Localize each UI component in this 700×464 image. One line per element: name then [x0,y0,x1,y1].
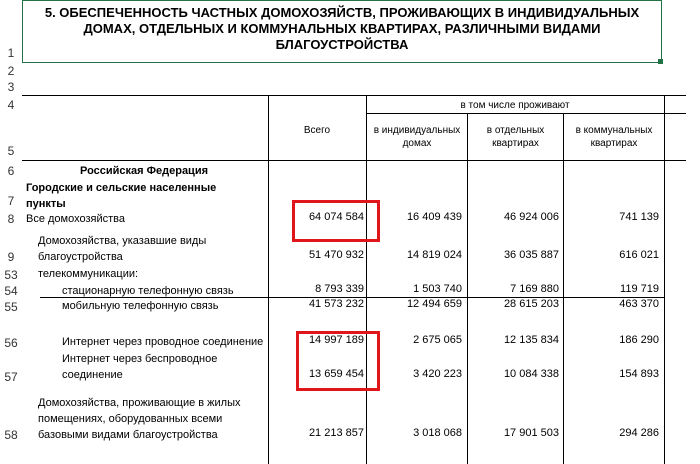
cell-total[interactable]: 21 213 857 [308,427,364,439]
row-header[interactable]: 55 [0,300,22,314]
row-label: Домохозяйства, проживающие в жилых помещениях, оборудованных всеми базовыми видами благоустройства [38,397,241,441]
row-header[interactable]: 4 [0,98,22,112]
row-header[interactable]: 58 [0,428,22,442]
cell-individual[interactable]: 16 409 439 [406,211,462,223]
cell-separate[interactable]: 28 615 203 [503,298,559,310]
cell-separate[interactable]: 17 901 503 [503,427,559,439]
selection-handle[interactable] [658,59,663,64]
row-label: телекоммуникации: [38,268,139,280]
header-total: Всего [303,125,331,136]
cell-separate[interactable]: 36 035 887 [503,249,559,261]
row-header[interactable]: 56 [0,336,22,350]
table-top-border [22,95,686,96]
header-communal-apartments: в коммунальных квартирах [575,125,653,149]
section-title: Российская Федерация [80,165,208,177]
cell-total[interactable]: 13 659 454 [308,368,364,380]
row-label: Интернет через беспроводное соединение [62,353,218,381]
cell-individual[interactable]: 3 420 223 [413,368,462,380]
cell-total[interactable]: 41 573 232 [308,298,364,310]
row-header[interactable]: 7 [0,194,22,208]
highlight-box [292,200,380,242]
cell-total[interactable]: 8 793 339 [315,283,364,295]
row-header[interactable]: 6 [0,164,22,178]
row-header[interactable]: 2 [0,64,22,78]
header-group: в том числе проживают [460,100,570,111]
cell-individual[interactable]: 1 503 740 [413,283,462,295]
column-divider [268,95,269,464]
cell-communal[interactable]: 741 139 [619,211,659,223]
header-divider [366,113,686,114]
cell-communal[interactable]: 154 893 [619,368,659,380]
cell-communal[interactable]: 463 370 [619,298,659,310]
cell-individual[interactable]: 14 819 024 [406,249,462,261]
subsection-title: Городские и сельские населенные пункты [26,182,217,210]
cell-separate[interactable]: 10 084 338 [503,368,559,380]
cell-total[interactable]: 14 997 189 [308,334,364,346]
column-divider [563,113,564,464]
cell-individual[interactable]: 2 675 065 [413,334,462,346]
cell-separate[interactable]: 7 169 880 [510,283,559,295]
header-separate-apartments: в отдельных квартирах [486,125,545,149]
row-label: Домохозяйства, указавшие виды благоустройства [38,235,207,263]
row-header[interactable]: 9 [0,250,22,264]
row-header[interactable]: 3 [0,80,22,94]
cell-individual[interactable]: 3 018 068 [413,427,462,439]
cell-communal[interactable]: 186 290 [619,334,659,346]
cell-communal[interactable]: 119 719 [620,283,659,295]
cell-separate[interactable]: 46 924 006 [503,211,559,223]
column-divider [366,95,367,464]
row-label: стационарную телефонную связь [62,285,234,297]
row-header[interactable]: 57 [0,370,22,384]
row-header[interactable]: 8 [0,212,22,226]
cell-total[interactable]: 64 074 584 [308,211,364,223]
row-header[interactable]: 54 [0,284,22,298]
header-bottom-border [22,160,686,161]
row-header[interactable]: 1 [0,46,22,60]
cell-individual[interactable]: 12 494 659 [406,298,462,310]
table-title[interactable]: 5. ОБЕСПЕЧЕННОСТЬ ЧАСТНЫХ ДОМОХОЗЯЙСТВ, ПРОЖИВАЮЩИХ В ИНДИВИДУАЛЬНЫХ ДОМАХ, ОТДЕЛЬНЫХ И КОММУНАЛЬНЫХ КВАРТИРАХ, РАЗЛИЧНЫМИ ВИДАМИ БЛАГОУСТРОЙСТВА [22,0,662,63]
row-label: Интернет через проводное соединение [62,336,264,348]
cell-total[interactable]: 51 470 932 [308,249,364,261]
row-header[interactable]: 53 [0,268,22,282]
cell-communal[interactable]: 616 021 [619,249,659,261]
header-individual-houses: в индивидуальных домах [373,125,461,149]
row-header[interactable]: 5 [0,144,22,158]
cell-separate[interactable]: 12 135 834 [503,334,559,346]
cell-communal[interactable]: 294 286 [619,427,659,439]
column-divider [664,95,665,464]
column-divider [467,113,468,464]
highlight-box [296,331,380,391]
row-label: Все домохозяйства [26,213,125,225]
row-label: мобильную телефонную связь [62,300,219,312]
